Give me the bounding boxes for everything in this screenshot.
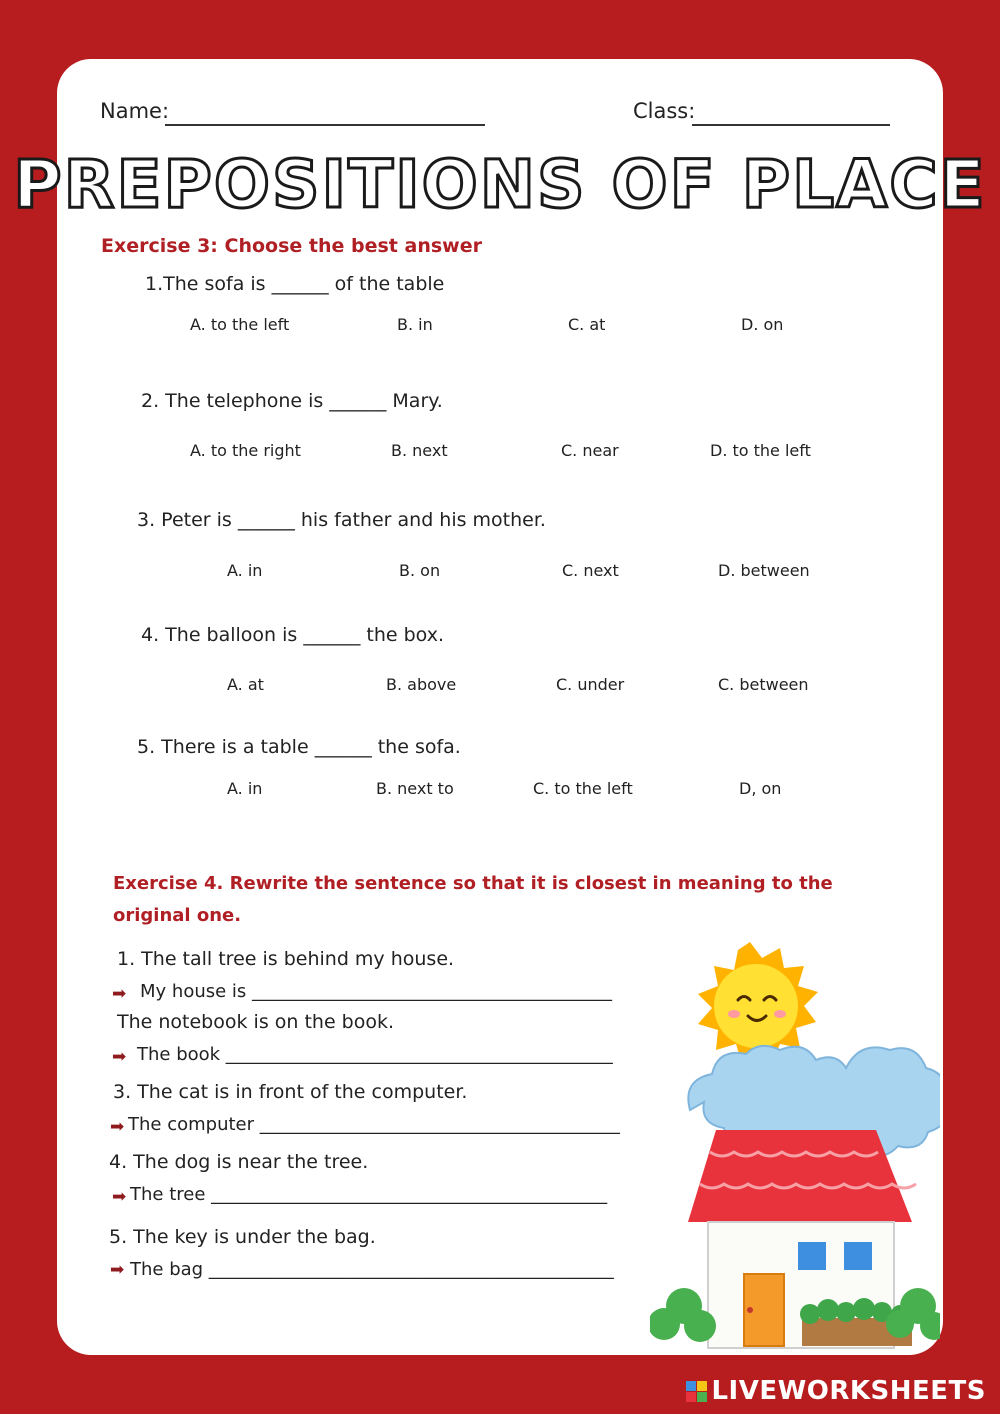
exercise4-heading: Exercise 4. Rewrite the sentence so that it is closest in meaning to the — [113, 873, 833, 894]
exercise3-heading: Exercise 3: Choose the best answer — [101, 235, 482, 257]
ex3-question-4: 4. The balloon is ______ the box. — [141, 624, 444, 646]
page-title: PREPOSITIONS OF PLACE — [13, 146, 987, 223]
ex4-rewrite-5[interactable]: The bag _____________________________________________ — [130, 1259, 614, 1280]
ex3-question-1: 1.The sofa is ______ of the table — [145, 273, 445, 295]
ex4-rewrite-3[interactable]: The computer ________________________________________ — [128, 1114, 620, 1135]
arrow-icon: ➡ — [112, 984, 127, 1004]
ex3-q4-option-a[interactable]: A. at — [227, 675, 264, 694]
ex3-q5-option-b[interactable]: B. next to — [376, 779, 454, 798]
bush-icon — [650, 1288, 716, 1342]
ex4-sentence-5: 5. The key is under the bag. — [109, 1226, 376, 1248]
arrow-icon: ➡ — [110, 1260, 125, 1280]
ex4-sentence-4: 4. The dog is near the tree. — [109, 1151, 369, 1173]
window-icon — [798, 1242, 826, 1270]
exercise4-heading-cont: original one. — [113, 905, 242, 926]
arrow-icon: ➡ — [112, 1047, 127, 1067]
ex4-rewrite-2[interactable]: The book ___________________________________________ — [137, 1044, 613, 1065]
name-field[interactable] — [165, 124, 485, 126]
liveworksheets-logo[interactable] — [686, 1376, 986, 1406]
ex3-q1-option-c[interactable]: C. at — [568, 315, 606, 334]
ex3-q5-option-c[interactable]: C. to the left — [533, 779, 633, 798]
ex3-q3-option-a[interactable]: A. in — [227, 561, 263, 580]
name-label: Name: — [100, 99, 170, 123]
ex3-q1-option-a[interactable]: A. to the left — [190, 315, 290, 334]
arrow-icon: ➡ — [112, 1187, 127, 1207]
house-illustration — [650, 940, 940, 1355]
ex3-q2-option-d[interactable]: D. to the left — [710, 441, 811, 460]
ex3-q3-option-b[interactable]: B. on — [399, 561, 441, 580]
ex3-q5-option-a[interactable]: A. in — [227, 779, 263, 798]
ex4-rewrite-1[interactable]: My house is ________________________________________ — [140, 981, 613, 1002]
ex3-q4-option-c[interactable]: C. under — [556, 675, 625, 694]
ex3-question-2: 2. The telephone is ______ Mary. — [141, 390, 443, 412]
ex4-sentence-2: The notebook is on the book. — [117, 1011, 395, 1033]
ex3-q4-option-b[interactable]: B. above — [386, 675, 457, 694]
ex3-question-3: 3. Peter is ______ his father and his mother. — [137, 509, 546, 531]
ex3-question-5: 5. There is a table ______ the sofa. — [137, 736, 461, 758]
ex4-rewrite-4[interactable]: The tree ____________________________________________ — [130, 1184, 608, 1205]
logo-icon — [686, 1381, 707, 1402]
ex3-q2-option-c[interactable]: C. near — [561, 441, 619, 460]
ex4-sentence-1: 1. The tall tree is behind my house. — [117, 948, 455, 970]
ex3-q5-option-d[interactable]: D, on — [739, 779, 782, 798]
class-field[interactable] — [692, 124, 890, 126]
ex3-q2-option-b[interactable]: B. next — [391, 441, 448, 460]
arrow-icon: ➡ — [110, 1117, 125, 1137]
ex4-sentence-3: 3. The cat is in front of the computer. — [113, 1081, 468, 1103]
window-icon — [844, 1242, 872, 1270]
ex3-q3-option-d[interactable]: D. between — [718, 561, 810, 580]
logo-text: LIVEWORKSHEETS — [711, 1376, 986, 1406]
ex3-q1-option-b[interactable]: B. in — [397, 315, 433, 334]
class-label: Class: — [633, 99, 696, 123]
ex3-q3-option-c[interactable]: C. next — [562, 561, 619, 580]
ex3-q4-option-d[interactable]: C. between — [718, 675, 809, 694]
ex3-q2-option-a[interactable]: A. to the right — [190, 441, 301, 460]
ex3-q1-option-d[interactable]: D. on — [741, 315, 784, 334]
